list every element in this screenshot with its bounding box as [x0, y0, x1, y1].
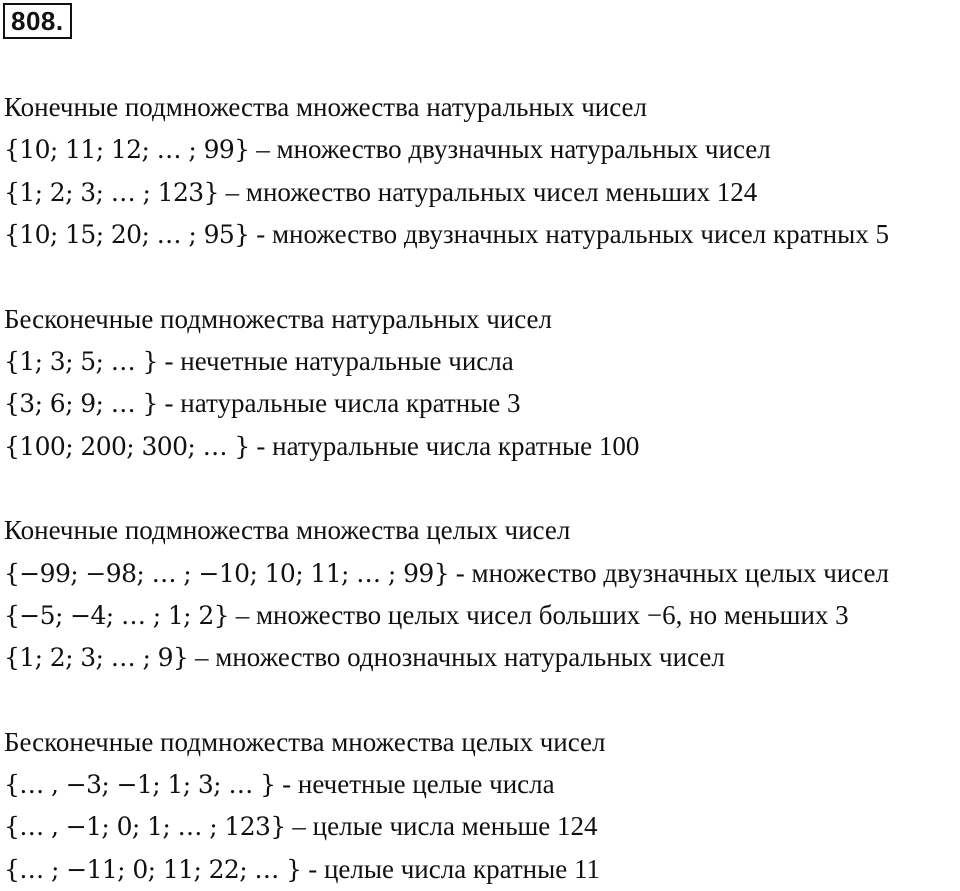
- set-notation: {−99; −98; … ; −10; 10; 11; … ; 99}: [4, 558, 450, 588]
- set-description: - множество двузначных натуральных чисел кратных 5: [256, 219, 890, 250]
- section-finite-integer: [4, 509, 960, 679]
- set-notation: {3; 6; 9; … }: [4, 389, 158, 419]
- set-description: - нечетные целые числа: [282, 769, 555, 800]
- set-description: – множество двузначных натуральных чисел: [256, 134, 771, 165]
- solution-content: [4, 86, 960, 890]
- problem-number: 808.: [3, 3, 72, 39]
- set-description: - натуральные числа кратные 100: [256, 430, 640, 461]
- set-notation: {100; 200; 300; … }: [4, 431, 250, 461]
- set-line: [4, 171, 960, 213]
- set-notation: {… , −3; −1; 1; 3; … }: [4, 770, 276, 800]
- set-line: [4, 636, 960, 678]
- set-line: [4, 552, 960, 594]
- set-notation: {… , −1; 0; 1; … ; 123}: [4, 812, 286, 842]
- set-line: [4, 594, 960, 636]
- set-line: [4, 763, 960, 805]
- set-notation: {10; 15; 20; … ; 95}: [4, 220, 250, 250]
- set-notation: {1; 3; 5; … }: [4, 346, 158, 376]
- set-description: - нечетные натуральные числа: [164, 345, 514, 376]
- section-infinite-integer: [4, 721, 960, 891]
- set-description: – множество натуральных чисел меньших 124: [225, 176, 758, 207]
- set-line: [4, 805, 960, 847]
- set-line: [4, 848, 960, 890]
- set-line: [4, 425, 960, 467]
- section-heading: Конечные подмножества множества натуральных чисел: [4, 92, 648, 122]
- set-notation: {10; 11; 12; … ; 99}: [4, 135, 250, 165]
- section-heading: Бесконечные подмножества множества целых чисел: [4, 726, 606, 757]
- set-description: – множество целых чисел больших −6, но меньших 3: [235, 599, 849, 630]
- set-notation: {1; 2; 3; … ; 9}: [4, 643, 189, 673]
- section-infinite-natural: [4, 298, 960, 468]
- set-notation: {−5; −4; … ; 1; 2}: [4, 600, 229, 630]
- set-line: [4, 340, 960, 382]
- set-description: – целые числа меньше 124: [292, 811, 598, 842]
- section-heading: Конечные подмножества множества целых чисел: [4, 515, 571, 546]
- section-finite-natural: [4, 86, 960, 256]
- set-description: - натуральные числа кратные 3: [164, 388, 521, 419]
- set-description: - целые числа кратные 11: [308, 853, 600, 884]
- set-line: [4, 213, 960, 255]
- section-heading: Бесконечные подмножества натуральных чисел: [4, 303, 553, 334]
- set-description: - множество двузначных целых чисел: [455, 557, 890, 588]
- set-line: [4, 382, 960, 424]
- set-notation: {… ; −11; 0; 11; 22; … }: [4, 854, 302, 884]
- set-notation: {1; 2; 3; … ; 123}: [4, 177, 219, 207]
- set-description: – множество однозначных натуральных чисел: [195, 642, 725, 673]
- set-line: [4, 128, 960, 170]
